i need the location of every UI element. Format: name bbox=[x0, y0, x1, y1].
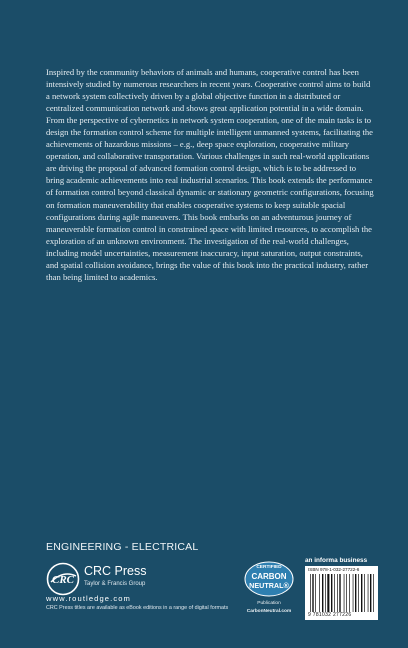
barcode-digits: 9 781032 277226 bbox=[308, 612, 352, 618]
ebook-note: CRC Press titles are available as eBook editions in a range of digital formats bbox=[46, 605, 229, 611]
barcode-bar bbox=[331, 574, 332, 612]
barcode-bar bbox=[327, 574, 329, 612]
barcode-bar bbox=[322, 574, 323, 612]
barcode-bar bbox=[312, 574, 313, 612]
barcode-bar bbox=[337, 574, 338, 612]
barcode-bar bbox=[310, 574, 311, 612]
barcode-bar bbox=[346, 574, 347, 612]
carbon-certified: CERTIFIED bbox=[256, 565, 282, 570]
barcode-bar bbox=[373, 574, 374, 612]
isbn-number: ISBN 978-1-032-27722-6 bbox=[308, 567, 360, 572]
barcode-bar bbox=[349, 574, 350, 612]
publisher-name: CRC Press bbox=[84, 564, 147, 578]
carbon-word: CARBON bbox=[251, 572, 287, 581]
publisher-url[interactable]: www.routledge.com bbox=[46, 594, 131, 603]
barcode-bar bbox=[368, 574, 369, 612]
barcode-bar bbox=[315, 574, 316, 612]
barcode-bar bbox=[355, 574, 356, 612]
book-description: Inspired by the community behaviors of animals and humans, cooperative control has been intensively studied by numerous researchers in recent years. Cooperative control aims to build a network system collectively driven by a global objective function in a distributed or centralized communication network and shows great application potential in a wide domain. From the perspective of cybernetics in network system cooperation, one of the main tasks is to design the formation control scheme for multiple intelligent unmanned systems, facilitating the achievements of hazardous missions – e.g., deep space exploration, cooperative military operation, and collaborative transportation. Various challenges in such real-world applications are driving the proposal of advanced formation control design, which is to be addressed to bring academic achievements into real industrial scenarios. This book extends the performance of formation control beyond classical dynamic or stationary geometric configurations, focusing on formation maneuverability that enables cooperative systems to keep suitable spacial configurations during agile maneuvers. This book embarks on an adventurous journey of maneuverable formation control in constrained space with limited resources, to accomplish the exploration of an unknown environment. The investigation of the real-world challenges, including model uncertainties, measurement inaccuracy, input saturation, output constraints, and spatial collision avoidance, brings the value of this book into the practical industry, rather than being limited to academics. bbox=[46, 67, 374, 282]
isbn-barcode bbox=[305, 566, 378, 620]
neutral-word: NEUTRAL® bbox=[249, 581, 289, 590]
carbon-badge-text bbox=[241, 560, 297, 600]
carbon-publication: Publication bbox=[257, 601, 281, 606]
carbon-neutral-badge bbox=[241, 560, 297, 622]
barcode-bar bbox=[319, 574, 320, 612]
barcode-bar bbox=[361, 574, 362, 612]
crc-logo-icon bbox=[46, 562, 80, 596]
subject-category: ENGINEERING - ELECTRICAL bbox=[46, 541, 199, 553]
barcode-bar bbox=[325, 574, 326, 612]
carbon-site: CarbonNeutral.com bbox=[246, 609, 292, 614]
crc-logo-text: CRC bbox=[51, 574, 75, 586]
barcode-bar bbox=[364, 574, 365, 612]
publisher-group: Taylor & Francis Group bbox=[84, 581, 146, 587]
barcode-bar bbox=[358, 574, 359, 612]
barcode-bar bbox=[370, 574, 371, 612]
barcode-icon bbox=[310, 574, 374, 612]
barcode-bar bbox=[353, 574, 354, 612]
barcode-bar bbox=[344, 574, 345, 612]
barcode-bar bbox=[334, 574, 335, 612]
informa-tagline: an informa business bbox=[305, 557, 368, 564]
barcode-bar bbox=[339, 574, 340, 612]
